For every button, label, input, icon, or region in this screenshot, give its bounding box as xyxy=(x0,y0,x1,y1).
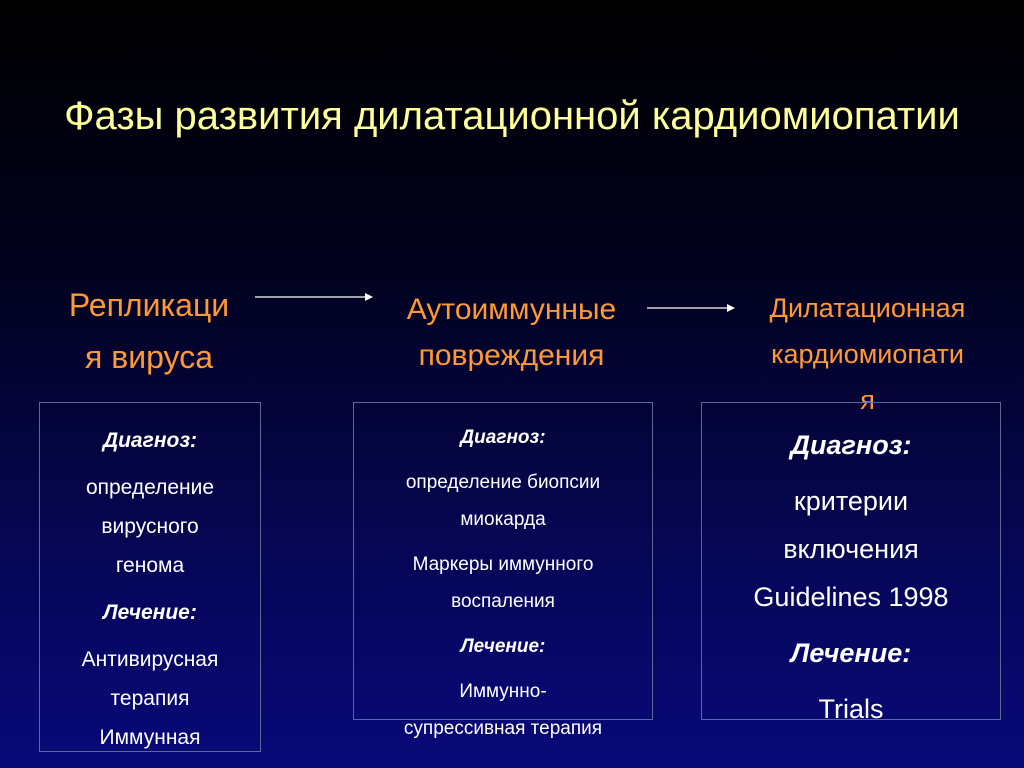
phase-label-line: Аутоиммунные xyxy=(406,293,617,326)
treatment-line: Антивирусная xyxy=(81,648,219,671)
diagnosis-header: Диагноз: xyxy=(102,429,198,452)
arrow-right-icon xyxy=(647,301,737,315)
phase-box-dilated-cardiomyopathy xyxy=(701,402,1001,724)
treatment-line: Trials xyxy=(818,694,884,724)
treatment-line: Иммунно- xyxy=(459,681,547,702)
diagnosis-line: воспаления xyxy=(451,591,555,612)
phase-label-line: Репликаци xyxy=(68,287,230,323)
treatment-line: супрессивная терапия xyxy=(403,718,603,739)
phase-box-virus-replication xyxy=(39,402,261,752)
phase-label-line: Дилатационная xyxy=(769,293,966,323)
diagnosis-line: включения xyxy=(783,534,919,564)
phase-label-line: кардиомиопати xyxy=(771,339,964,369)
phase-label-line: повреждения xyxy=(418,339,605,372)
diagnosis-line: определение биопсии xyxy=(405,472,601,493)
treatment-header: Лечение: xyxy=(460,636,546,657)
diagnosis-line: миокарда xyxy=(460,509,546,530)
diagnosis-line: вирусного xyxy=(101,515,199,538)
treatment-header: Лечение: xyxy=(790,638,912,668)
phase-label-autoimmune-damage xyxy=(374,287,649,379)
diagnosis-header: Диагноз: xyxy=(790,430,912,460)
phase-label-virus-replication xyxy=(44,279,254,383)
phase-label-line: я xyxy=(860,385,875,415)
diagnosis-line: определение xyxy=(85,476,215,499)
treatment-header: Лечение: xyxy=(103,601,197,624)
treatment-line: терапия xyxy=(110,687,190,710)
treatment-line: Иммунная xyxy=(99,726,201,749)
diagnosis-header: Диагноз: xyxy=(460,427,546,448)
diagnosis-line: Маркеры иммунного xyxy=(412,554,594,575)
diagnosis-line: критерии xyxy=(793,486,909,516)
arrow-right-icon xyxy=(255,290,375,304)
diagnosis-line: Guidelines 1998 xyxy=(753,582,949,612)
diagnosis-line: генома xyxy=(115,554,185,577)
phase-box-autoimmune-damage xyxy=(353,402,653,739)
phase-label-line: я вируса xyxy=(85,339,213,375)
slide-title: Фазы развития дилатационной кардиомиопатии xyxy=(64,94,960,138)
